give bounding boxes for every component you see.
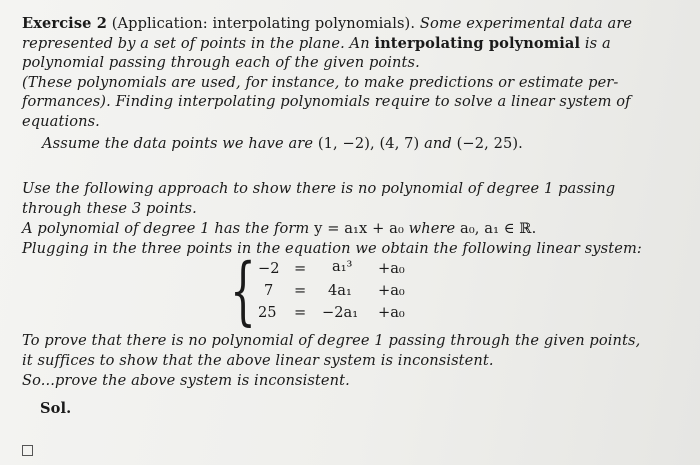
exercise-line-4: (These polynomials are used, for instance, to make predictions or estimate per- <box>22 74 619 91</box>
row-2-rhs: +a₀ <box>378 282 405 299</box>
row-2-lhs: 7 <box>264 282 274 299</box>
text-fragment: A polynomial of degree 1 has the form <box>22 220 310 237</box>
prove-line-3: So...prove the above system is inconsistent. <box>22 372 350 389</box>
coefficient-set: a₀, a₁ ∈ ℝ. <box>460 220 537 237</box>
row-1-eq: = <box>294 260 307 277</box>
point-1: (1, −2), <box>317 135 375 152</box>
exercise-line-3: polynomial passing through each of the given points. <box>22 54 420 71</box>
plugging-line: Plugging in the three points in the equation we obtain the following linear system: <box>22 240 642 257</box>
exercise-line-2 <box>22 34 611 53</box>
text-fragment: is a <box>584 35 611 52</box>
row-3-lhs: 25 <box>258 304 277 321</box>
row-3-eq: = <box>294 304 307 321</box>
linear-system <box>230 248 430 334</box>
answer-checkbox[interactable] <box>22 445 33 456</box>
row-2-eq: = <box>294 282 307 299</box>
row-3-rhs: +a₀ <box>378 304 405 321</box>
text-fragment: Assume the data points we have are <box>42 135 314 152</box>
text-fragment: where <box>408 220 456 237</box>
linear-form: y = a₁x + a₀ <box>314 220 404 237</box>
point-2: (4, 7) <box>379 135 420 152</box>
row-1-rhs: +a₀ <box>378 260 405 277</box>
data-points-line <box>42 134 523 153</box>
prove-line-2: it suffices to show that the above linear system is inconsistent. <box>22 352 494 369</box>
approach-line-2: through these 3 points. <box>22 200 197 217</box>
row-1-mid: a₁³ <box>332 258 353 275</box>
row-2-mid: 4a₁ <box>328 282 352 299</box>
row-3-mid: −2a₁ <box>322 304 359 321</box>
text-fragment: represented by a set of points in the plane. An <box>22 35 370 52</box>
exercise-topic: (Application: interpolating polynomials). <box>111 15 416 32</box>
point-3: (−2, 25). <box>456 135 523 152</box>
text-fragment: and <box>424 135 452 152</box>
exercise-line-6: equations. <box>22 113 100 130</box>
exercise-heading: Exercise 2 <box>22 15 107 32</box>
solution-label: Sol. <box>40 400 72 417</box>
prove-line-1: To prove that there is no polynomial of degree 1 passing through the given points, <box>22 332 641 349</box>
exercise-line-5: formances). Finding interpolating polynomials require to solve a linear system of <box>22 93 631 110</box>
degree-one-form-line <box>22 219 536 238</box>
exercise-intro: Some experimental data are <box>419 15 633 32</box>
row-1-lhs: −2 <box>258 260 280 277</box>
exercise-line-1 <box>22 14 632 33</box>
left-brace: { <box>230 248 256 334</box>
interpolating-polynomial-term: interpolating polynomial <box>374 35 581 52</box>
approach-line-1: Use the following approach to show there is no polynomial of degree 1 passing <box>22 180 616 197</box>
